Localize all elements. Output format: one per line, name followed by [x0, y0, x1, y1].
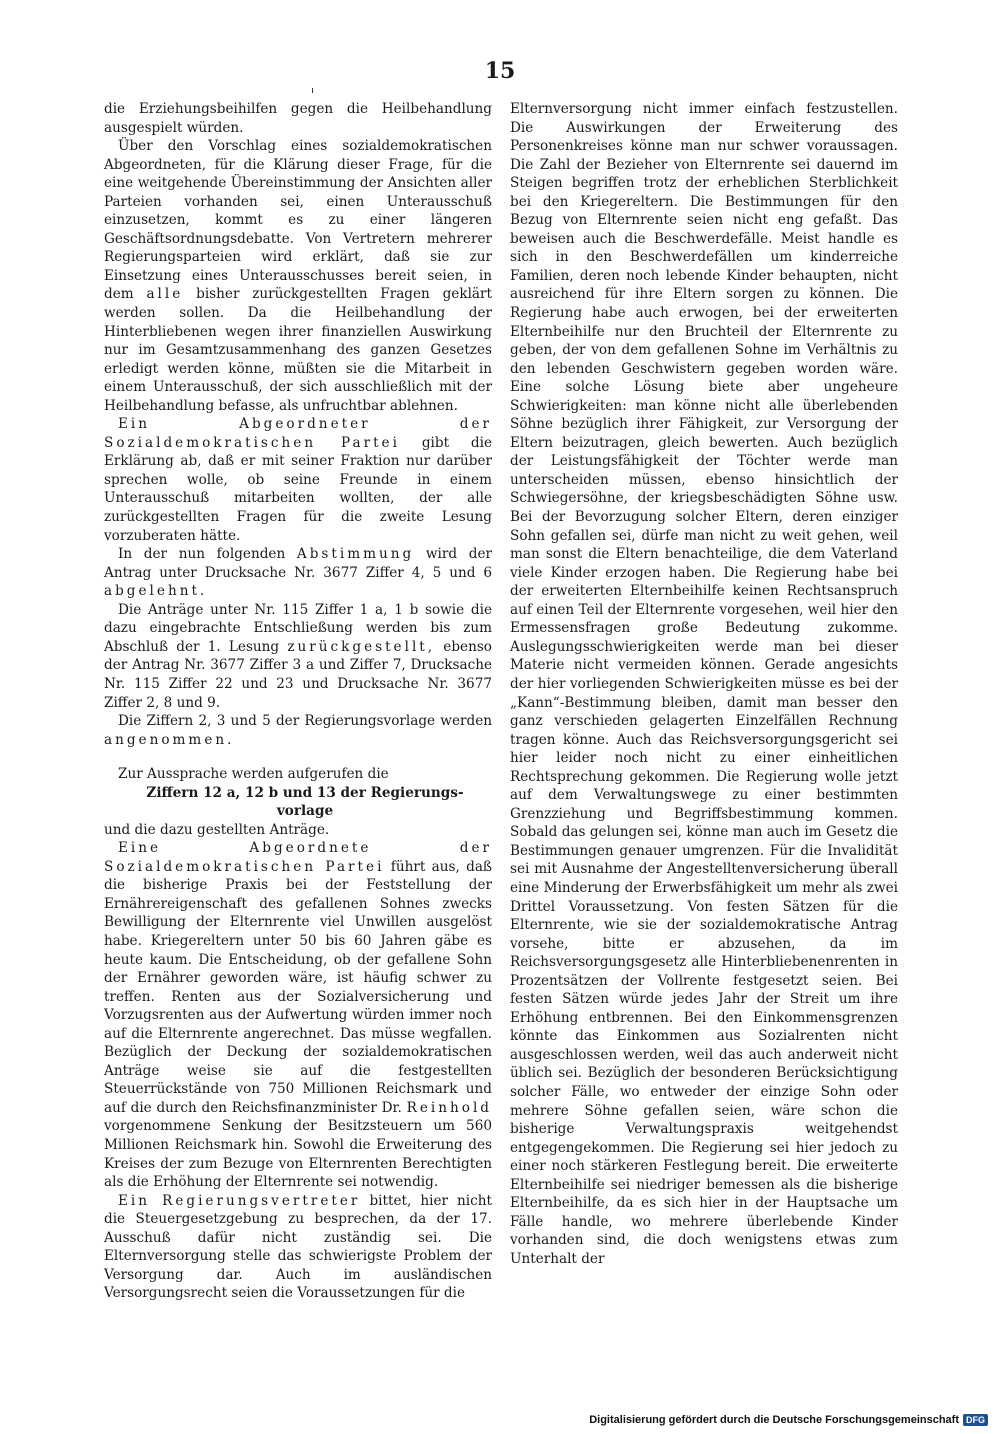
paragraph-text: Die Ziffern 2, 3 und 5 der Regierungsvorlage werden	[118, 713, 492, 730]
spaced-text: Ein Regierungsvertreter	[118, 1192, 361, 1209]
paragraph-text: führt aus, daß die bisherige Praxis bei der Feststellung der Ernährereigenschaft des gefallenen Sohnes zwecks Bewilligung der Elternrente viel Unwillen ausgelöst habe. Kriegereltern unter 50 bis 60 Jahren gäbe es heute kaum. Die Entscheidung, ob der gefallene Sohn der Ernährer geworden wäre, ist häufig schwer zu treffen. Renten aus der Sozialversicherung und Vorzugsrenten aus der Aufwertung würden immer noch auf die Elternrente angerechnet. Das müsse wegfallen. Bezüglich der Deckung der sozialdemokratischen Anträge weise sie auf die festgestellten Steuerrückstände von 750 Millionen Reichsmark und auf die durch den Reichsfinanzminister Dr.	[104, 858, 493, 1116]
paragraph-text: bisher zurückgestellten Fragen geklärt werden sollen. Da die Heilbehandlung der Hinterbliebenen wegen ihrer finanziellen Auswirkung nur im Gesamtzusammenhang des ganzen Gesetzes erledigt werden könne, müßten sie die Mitarbeit in einem Unterausschuß, der sich ausschließlich mit der Heilbehandlung befasse, als unfruchtbar ablehnen.	[104, 286, 492, 414]
spaced-text: abgelehnt.	[104, 583, 208, 600]
spaced-text: Reinhold	[406, 1099, 492, 1116]
footer-credit: Digitalisierung gefördert durch die Deutsche Forschungsgemeinschaft	[589, 1414, 959, 1426]
paragraph	[104, 1192, 492, 1303]
paragraph: und die dazu gestellten Anträge.	[104, 821, 330, 838]
section-subheading: Ziffern 12 a, 12 b und 13 der Regierungs-	[146, 784, 464, 801]
paragraph-text: vorgenommene Senkung der Besitzsteuern um 560 Millionen Reichsmark hin. Sowohl die Erweiterung des Kreises der zum Bezuge von Elternrenten Berechtigten als die Erhöhung der Elternrente sei notwendig.	[104, 1118, 492, 1191]
section-subheading-line2: vorlage	[276, 803, 334, 820]
spaced-text: angenommen.	[104, 731, 235, 748]
paragraph	[104, 601, 492, 712]
paragraph-text: In der nun folgenden	[118, 546, 286, 563]
paragraph: Zur Aussprache werden aufgerufen die	[118, 766, 389, 783]
page-number: 15	[484, 58, 516, 84]
spaced-text: zurückgestellt,	[287, 638, 436, 655]
paragraph: Elternversorgung nicht immer einfach festzustellen. Die Auswirkungen der Erweiterung des Personenkreises könne man nur schwer voraussagen. Die Zahl der Bezieher von Elternrente sei dauernd im Steigen begriffen trotz der erheblichen Sterblichkeit bei den Kriegereltern. Die Bestimmungen für den Bezug von Elternrente seien nicht eng gefaßt. Das beweisen auch die Beschwerdefälle. Meist handle es sich in den Beschwerdefällen um kinderreiche Familien, deren noch lebende Kinder behaupten, nicht ausreichend für ihre Eltern sorgen zu können. Die Regierung habe auch erwogen, bei der erweiterten Elternbeihilfe nur den Bruchteil der Elternrente zu geben, der von dem gefallenen Sohne im Verhältnis zu den lebenden Geschwistern gegeben worden wäre. Eine solche Lösung biete aber ungeheure Schwierigkeiten: man könne nicht alle überlebenden Söhne bezüglich ihrer Fähigkeit, zur Versorgung der Eltern beizutragen, gleich bewerten. Auch bezüglich der Leistungsfähigkeit der Töchter werde man unterscheiden müssen, ebenso hinsichtlich der Schwiegersöhne, der kriegsbeschädigten Söhne usw. Bei der Bevorzugung solcher Eltern, deren einziger Sohn gefallen sei, dürfe man nicht zu weit gehen, weil man sonst die Eltern benachteilige, die dem Vaterland viele Kinder erzogen haben. Die Regierung habe bei der erweiterten Elternbeihilfe keinen Rechtsanspruch auf einen Teil der Elternrente vorgesehen, weil hier den Ermessensfragen große Bedeutung zukomme. Auslegungsschwierigkeiten werde man bei dieser Materie nicht vermeiden können. Gerade angesichts der hier vorliegenden Schwierigkeiten müsse es bei der „Kann“-Bestimmung bleiben, damit man besser den ganz verschieden gelagerten Einzelfällen Rechnung tragen könne. Auch das Reichsversorgungsgericht sei hier leider noch nicht zu einer einheitlichen Rechtsprechung gekommen. Die Regierung wolle jetzt auf dem Verwaltungswege zu einer bestimmten Grenzziehung und Begriffsbestimmung kommen. Sobald das gelungen sei, könne man auch im Gesetz die Bestimmungen genauer umgrenzen. Für die Invalidität sei mit Ausnahme der Angestelltenversicherung überall eine Minderung der Erwerbsfähigkeit um mehr als zwei Drittel Voraussetzung. Von festen Sätzen für die Elternrente, wie sie der sozialdemokratische Antrag vorsehe, bitte er abzusehen, da im Reichsversorgungsgesetz alle Hinterbliebenenrenten in Prozentsätzen der Vollrente festgesetzt seien. Bei festen Sätzen würde jedes Jahr der Streit um ihre Erhöhung entbrennen. Bei den Einkommensgrenzen könnte das Einkommen aus Sozialrenten nicht ausgeschlossen werden, weil das auch anderweit nicht üblich sei. Bezüglich der besonderen Berücksichtigung solcher Fälle, wo entweder der einzige Sohn oder mehrere Söhne gefallen seien, wäre schon die bisherige Verwaltungspraxis weitgehendst entgegengekommen. Die Regierung sei hier jedoch zu einer noch stärkeren Festlegung bereit. Die erweiterte Elternbeihilfe sei niedriger bemessen als die bisherige Elternbeihilfe, da es sich hier in der Hauptsache um Fälle handle, wo mehrere überlebende Kinder vorhanden sind, die doch wenigstens etwas zum Unterhalt der	[510, 101, 898, 1267]
paragraph-text: gibt die Erklärung ab, daß er mit seiner Fraktion nur darüber sprechen wolle, ob seine Freunde in einem Unterausschuß mitarbeiten wollten, der alle zurückgestellten Fragen für die zweite Lesung vorzuberaten hätte.	[104, 434, 492, 544]
footer	[589, 1414, 988, 1426]
left-column	[104, 100, 492, 1303]
paragraph-text: Über den Vorschlag eines sozialdemokratischen Abgeordneten, für die Klärung dieser Frage, für die eine weitgehende Übereinstimmung der Ansichten aller Parteien vorhanden sei, einen Unterausschuß einzusetzen, kommt es zu einer längeren Geschäftsordnungsdebatte. Von Vertretern mehrerer Regierungsparteien wird erklärt, daß sie zur Einsetzung eines Unterausschusses bereit seien, in dem	[104, 138, 492, 303]
spaced-text: Eine Abgeordnete der Sozialdemokratischen Partei	[104, 840, 492, 875]
right-column	[510, 100, 898, 1268]
paragraph-text: wird der Antrag unter Drucksache Nr. 3677 Ziffer 4, 5 und 6	[104, 546, 493, 581]
paragraph	[104, 137, 492, 415]
paragraph-text: ebenso der Antrag Nr. 3677 Ziffer 3 a und Ziffer 7, Drucksache Nr. 115 Ziffer 22 und 23 und Drucksache Nr. 3677 Ziffer 2, 8 und 9.	[104, 638, 492, 711]
paragraph	[104, 415, 492, 545]
paragraph	[104, 712, 492, 749]
print-mark	[312, 88, 313, 93]
spaced-text: Abstimmung	[296, 546, 415, 563]
paragraph	[104, 545, 492, 601]
paragraph	[104, 839, 492, 1191]
dfg-logo-icon: DFG	[963, 1414, 988, 1426]
paragraph-text: bittet, hier nicht die Steuergesetzgebung zu besprechen, da der 17. Ausschuß dafür nicht zuständig sei. Die Elternversorgung stelle das schwierigste Problem der Versorgung dar. Auch im ausländischen Versorgungsrecht seien die Voraussetzungen für die	[104, 1192, 492, 1302]
spacer	[104, 749, 492, 765]
paragraph: die Erziehungsbeihilfen gegen die Heilbehandlung ausgespielt würden.	[104, 101, 492, 136]
spaced-text: Ein Abgeordneter der Sozialdemokratischen Partei	[104, 416, 492, 451]
paragraph-text: Die Anträge unter Nr. 115 Ziffer 1 a, 1 b sowie die dazu eingebrachte Entschließung werden bis zum Abschluß der 1. Lesung	[104, 601, 492, 655]
spaced-text: alle	[146, 286, 184, 303]
